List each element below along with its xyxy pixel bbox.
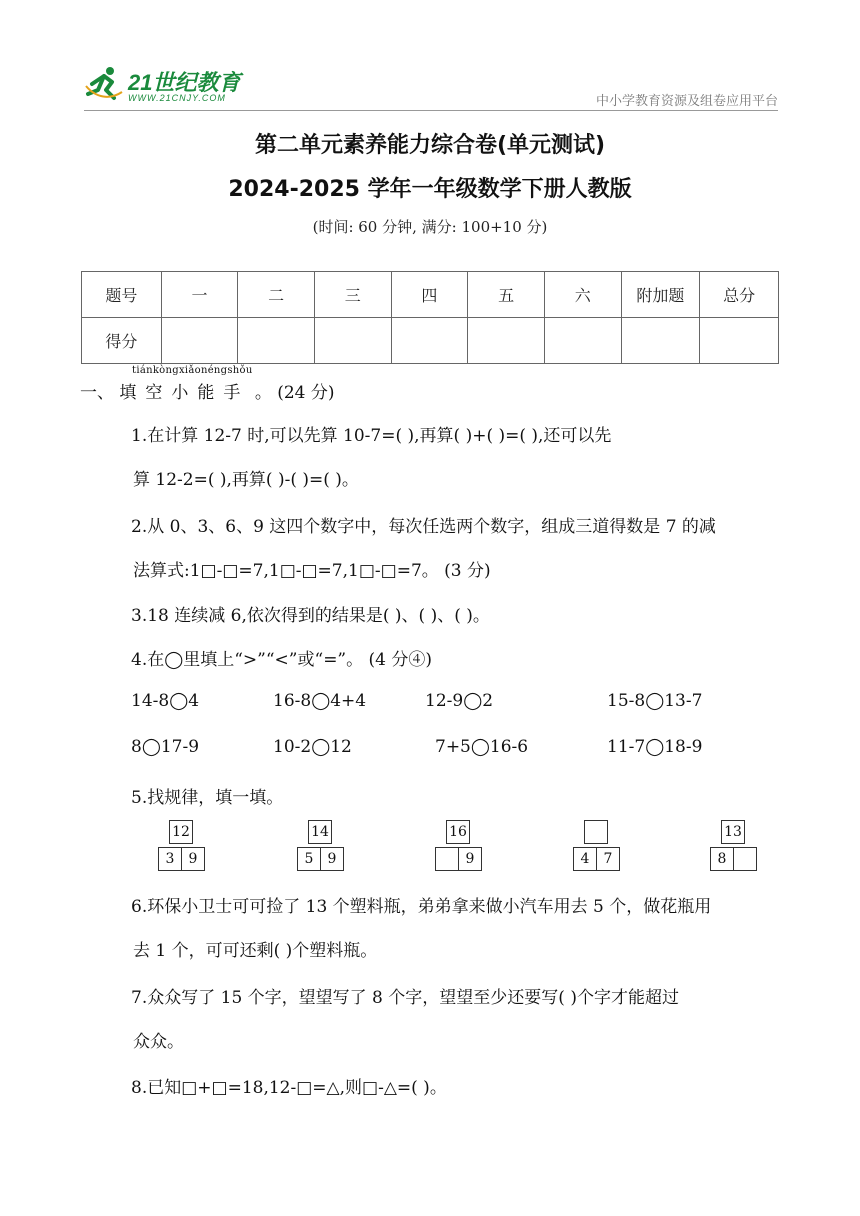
question-4: 4.在◯里填上“>”“<”或“=”。 (4 分④) [131,650,433,670]
compare-item: 14-8◯4 [131,691,200,711]
score-header-cell: 二 [238,272,315,318]
question-1-line-1: 1.在计算 12-7 时,可以先算 10-7=( ),再算( )+( )=( ),还可以先 [131,426,612,446]
score-header-cell: 五 [468,272,545,318]
number-puzzle [435,820,495,872]
section-number: 一、 [80,383,114,403]
section-pinyin: tiánkòngxiǎonéngshǒu [132,365,253,376]
puzzle-top-box-blank[interactable] [584,820,608,844]
exam-subtitle-year: 2024-2025 学年一年级数学下册人教版 [228,177,632,202]
compare-item: 16-8◯4+4 [273,691,367,711]
question-3: 3.18 连续减 6,依次得到的结果是( )、( )、( )。 [131,606,490,626]
logo [84,60,244,110]
compare-item: 11-7◯18-9 [607,737,703,757]
question-1-line-2: 算 12-2=( ),再算( )-( )=( )。 [133,470,359,490]
score-table-header-row [82,272,779,318]
score-header-cell: 三 [314,272,391,318]
logo-text: 21世纪教育 [128,70,241,95]
question-6-line-1: 6.环保小卫士可可捡了 13 个塑料瓶，弟弟拿来做小汽车用去 5 个，做花瓶用 [131,897,712,917]
exam-time-score: (时间: 60 分钟, 满分: 100+10 分) [312,218,548,236]
score-input-cell[interactable] [391,318,468,364]
score-header-cell: 一 [161,272,238,318]
header-divider [84,110,778,111]
question-2-line-2: 法算式:1□-□=7,1□-□=7,1□-□=7。 (3 分) [133,561,491,581]
score-input-cell[interactable] [700,318,779,364]
exam-title: 第二单元素养能力综合卷(单元测试) [254,133,606,158]
score-input-cell[interactable] [161,318,238,364]
puzzle-left-box: 5 [297,847,321,871]
compare-item: 15-8◯13-7 [607,691,703,711]
header-slogan: 中小学教育资源及组卷应用平台 [595,94,778,109]
section-heading [80,365,335,403]
score-input-cell[interactable] [238,318,315,364]
question-6-line-2: 去 1 个，可可还剩( )个塑料瓶。 [133,941,378,961]
page-header [0,0,860,110]
score-header-cell: 附加题 [621,272,700,318]
score-header-cell: 四 [391,272,468,318]
puzzle-right-box-blank[interactable] [733,847,757,871]
puzzle-top-box: 12 [169,820,193,844]
score-table-score-row [82,318,779,364]
puzzle-left-box: 3 [158,847,182,871]
score-table [81,271,779,364]
score-header-cell: 总分 [700,272,779,318]
compare-item: 10-2◯12 [273,737,352,757]
question-7-line-2: 众众。 [133,1032,184,1052]
puzzle-top-box: 14 [308,820,332,844]
runner-logo-icon [84,64,124,104]
question-7-line-1: 7.众众写了 15 个字，望望写了 8 个字，望望至少还要写( )个字才能超过 [131,988,679,1008]
score-input-cell[interactable] [544,318,621,364]
section-score: 。 (24 分) [254,383,335,403]
score-header-cell: 六 [544,272,621,318]
compare-item: 8◯17-9 [131,737,200,757]
logo-url: WWW.21CNJY.COM [128,93,226,103]
question-2-line-1: 2.从 0、3、6、9 这四个数字中，每次任选两个数字，组成三道得数是 7 的减 [131,517,716,537]
score-input-cell[interactable] [621,318,700,364]
puzzle-top-box: 13 [721,820,745,844]
compare-item: 12-9◯2 [425,691,494,711]
number-puzzle [297,820,357,872]
compare-item: 7+5◯16-6 [435,737,529,757]
puzzle-left-box: 8 [710,847,734,871]
puzzle-top-box: 16 [446,820,470,844]
score-input-cell[interactable] [314,318,391,364]
question-5: 5.找规律，填一填。 [131,788,284,808]
puzzle-left-box: 4 [573,847,597,871]
number-puzzle [710,820,770,872]
number-puzzle [573,820,633,872]
puzzle-right-box: 9 [320,847,344,871]
score-input-cell[interactable] [468,318,545,364]
question-8: 8.已知□+□=18,12-□=△,则□-△=( )。 [131,1078,447,1098]
score-row-label: 得分 [82,318,162,364]
puzzle-left-box-blank[interactable] [435,847,459,871]
puzzle-right-box: 9 [181,847,205,871]
number-puzzle [158,820,218,872]
puzzle-right-box: 9 [458,847,482,871]
score-header-cell: 题号 [82,272,162,318]
puzzle-right-box: 7 [596,847,620,871]
section-title: 填空小能手 [119,383,250,403]
